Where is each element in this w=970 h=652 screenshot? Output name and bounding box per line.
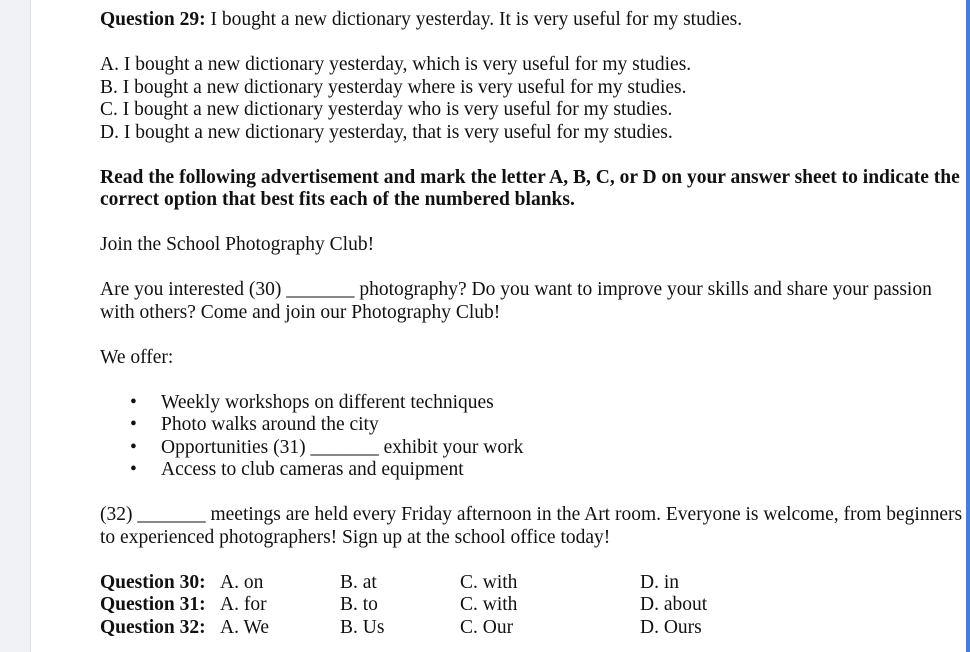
choice-c: C. with	[460, 571, 518, 593]
bullet-icon: •	[130, 436, 137, 458]
table-row	[100, 594, 790, 617]
question-29-label: Question 29:	[100, 9, 206, 30]
right-edge-scrollbar[interactable]	[966, 0, 970, 652]
answer-table	[100, 572, 790, 640]
option-a: A. I bought a new dictionary yesterday, which is very useful for my studies.	[100, 54, 692, 75]
document-page	[100, 9, 966, 639]
left-margin-panel	[0, 0, 31, 652]
list-item	[100, 437, 966, 460]
option-d: D. I bought a new dictionary yesterday, that is very useful for my studies.	[100, 121, 673, 143]
offer-heading: We offer:	[100, 346, 174, 368]
question-29-stem: I bought a new dictionary yesterday. It is very useful for my studies.	[205, 9, 743, 30]
advert-title: Join the School Photography Club!	[100, 234, 375, 255]
choice-a: A. We	[220, 616, 269, 638]
choice-d: D. about	[640, 594, 708, 615]
choice-b: B. at	[340, 571, 377, 593]
choice-d: D. Ours	[640, 616, 702, 638]
choice-a: A. on	[220, 571, 264, 593]
offer-text: Access to club cameras and equipment	[161, 459, 464, 480]
bullet-icon: •	[130, 459, 137, 480]
list-item	[100, 392, 966, 415]
choice-c: C. with	[460, 594, 518, 615]
advert-intro: Are you interested (30) _______ photography? Do you want to improve your skills and share your passion with others? Come and join our Photography Club!	[100, 279, 932, 323]
bullet-icon: •	[130, 414, 137, 435]
question-label: Question 32:	[100, 616, 206, 638]
list-item	[100, 459, 966, 482]
question-29	[100, 9, 966, 32]
choice-c: C. Our	[460, 616, 514, 638]
table-row	[100, 617, 790, 640]
offer-text: Photo walks around the city	[161, 414, 379, 435]
table-row	[100, 572, 790, 595]
option-b: B. I bought a new dictionary yesterday where is very useful for my studies.	[100, 76, 687, 98]
bullet-icon: •	[130, 391, 137, 413]
question-label: Question 31:	[100, 594, 206, 615]
choice-d: D. in	[640, 571, 679, 593]
offer-text: Weekly workshops on different techniques	[161, 391, 494, 413]
option-c: C. I bought a new dictionary yesterday who is very useful for my studies.	[100, 99, 673, 120]
reading-instruction: Read the following advertisement and mark the letter A, B, C, or D on your answer sheet to indicate the correct option that best fits each of the numbered blanks.	[100, 166, 960, 210]
choice-b: B. to	[340, 594, 378, 615]
offer-list	[100, 392, 966, 482]
offer-text: Opportunities (31) _______ exhibit your work	[161, 436, 524, 458]
list-item	[100, 414, 966, 437]
question-label: Question 30:	[100, 571, 206, 593]
choice-a: A. for	[220, 594, 267, 615]
advert-closing: (32) _______ meetings are held every Friday afternoon in the Art room. Everyone is welcome, from beginners to experienced photographers! Sign up at the school office today!	[100, 504, 963, 548]
choice-b: B. Us	[340, 616, 385, 638]
